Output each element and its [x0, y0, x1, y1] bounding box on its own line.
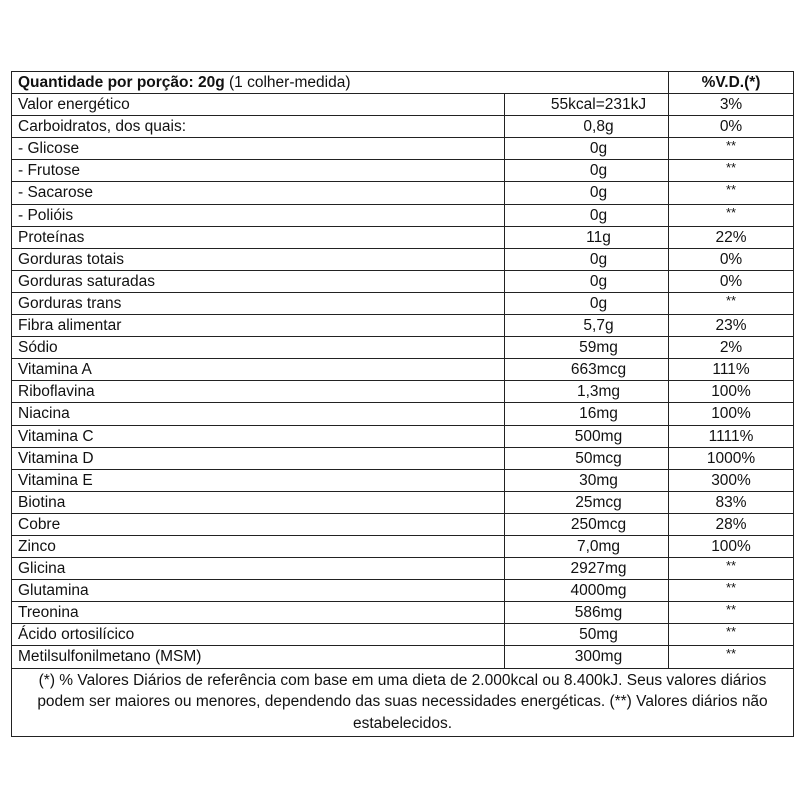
nutrient-daily-value: 83% [669, 491, 794, 513]
nutrient-name: Zinco [12, 535, 505, 557]
table-row [12, 94, 794, 116]
nutrient-amount: 30mg [505, 469, 669, 491]
nutrient-daily-value: ** [669, 646, 794, 668]
table-row [12, 513, 794, 535]
nutrient-daily-value: 0% [669, 248, 794, 270]
nutrient-amount: 5,7g [505, 315, 669, 337]
nutrient-amount: 1,3mg [505, 381, 669, 403]
nutrient-amount: 50mcg [505, 447, 669, 469]
nutrient-name: Gorduras saturadas [12, 270, 505, 292]
table-header-row [12, 72, 794, 94]
nutrient-amount: 7,0mg [505, 535, 669, 557]
nutrient-daily-value: 111% [669, 359, 794, 381]
nutrient-daily-value: ** [669, 580, 794, 602]
table-row [12, 292, 794, 314]
nutrient-daily-value: 300% [669, 469, 794, 491]
nutrition-facts-table-wrapper [11, 71, 793, 737]
nutrient-daily-value: 100% [669, 403, 794, 425]
nutrient-daily-value: 2% [669, 337, 794, 359]
table-row [12, 116, 794, 138]
nutrient-amount: 59mg [505, 337, 669, 359]
serving-size-label: Quantidade por porção: 20g [18, 74, 225, 91]
nutrient-daily-value: 3% [669, 94, 794, 116]
nutrient-amount: 0g [505, 182, 669, 204]
nutrient-daily-value: ** [669, 624, 794, 646]
table-row [12, 204, 794, 226]
table-row [12, 270, 794, 292]
nutrient-daily-value: 1000% [669, 447, 794, 469]
nutrient-amount: 25mcg [505, 491, 669, 513]
nutrition-facts-table [11, 71, 794, 737]
table-row [12, 491, 794, 513]
nutrient-name: Vitamina C [12, 425, 505, 447]
nutrient-name: Metilsulfonilmetano (MSM) [12, 646, 505, 668]
table-row [12, 425, 794, 447]
serving-size-cell [12, 72, 669, 94]
nutrient-daily-value: 0% [669, 270, 794, 292]
nutrient-name: Sódio [12, 337, 505, 359]
nutrient-amount: 663mcg [505, 359, 669, 381]
footnote: (*) % Valores Diários de referência com base em uma dieta de 2.000kcal ou 8.400kJ. Seus valores diários podem ser maiores ou menores, dependendo das suas necessidades energéticas. (**) Valores diários não estabelecidos. [12, 668, 794, 737]
nutrient-name: - Frutose [12, 160, 505, 182]
nutrient-amount: 0g [505, 160, 669, 182]
serving-size-note: (1 colher-medida) [229, 74, 351, 91]
nutrient-daily-value: ** [669, 602, 794, 624]
table-row [12, 138, 794, 160]
nutrient-amount: 55kcal=231kJ [505, 94, 669, 116]
nutrient-amount: 16mg [505, 403, 669, 425]
nutrient-daily-value: 100% [669, 535, 794, 557]
table-row [12, 624, 794, 646]
nutrient-name: Cobre [12, 513, 505, 535]
table-row [12, 403, 794, 425]
nutrient-amount: 500mg [505, 425, 669, 447]
nutrient-daily-value: ** [669, 292, 794, 314]
nutrient-amount: 11g [505, 226, 669, 248]
nutrient-name: Vitamina D [12, 447, 505, 469]
nutrient-name: Biotina [12, 491, 505, 513]
nutrient-amount: 0g [505, 270, 669, 292]
nutrient-name: Gorduras trans [12, 292, 505, 314]
table-row [12, 447, 794, 469]
nutrient-name: - Polióis [12, 204, 505, 226]
nutrient-name: Vitamina E [12, 469, 505, 491]
nutrient-daily-value: ** [669, 182, 794, 204]
nutrient-name: Glicina [12, 558, 505, 580]
nutrient-daily-value: 23% [669, 315, 794, 337]
nutrient-amount: 4000mg [505, 580, 669, 602]
nutrient-name: Carboidratos, dos quais: [12, 116, 505, 138]
nutrient-name: - Sacarose [12, 182, 505, 204]
nutrient-name: Riboflavina [12, 381, 505, 403]
nutrient-name: - Glicose [12, 138, 505, 160]
table-row [12, 469, 794, 491]
nutrient-daily-value: ** [669, 160, 794, 182]
table-row [12, 315, 794, 337]
nutrient-amount: 0g [505, 138, 669, 160]
nutrient-daily-value: 28% [669, 513, 794, 535]
nutrient-daily-value: ** [669, 204, 794, 226]
nutrient-amount: 0,8g [505, 116, 669, 138]
table-row [12, 646, 794, 668]
nutrient-daily-value: ** [669, 558, 794, 580]
nutrient-name: Proteínas [12, 226, 505, 248]
table-row [12, 182, 794, 204]
nutrient-amount: 0g [505, 248, 669, 270]
nutrient-amount: 0g [505, 292, 669, 314]
table-row [12, 359, 794, 381]
nutrient-amount: 2927mg [505, 558, 669, 580]
table-row [12, 337, 794, 359]
nutrient-daily-value: ** [669, 138, 794, 160]
footnote-row [12, 668, 794, 737]
table-row [12, 580, 794, 602]
daily-value-header: %V.D.(*) [669, 72, 794, 94]
nutrient-amount: 50mg [505, 624, 669, 646]
nutrient-name: Vitamina A [12, 359, 505, 381]
nutrient-daily-value: 100% [669, 381, 794, 403]
table-row [12, 160, 794, 182]
nutrient-daily-value: 0% [669, 116, 794, 138]
table-row [12, 558, 794, 580]
nutrient-name: Fibra alimentar [12, 315, 505, 337]
table-row [12, 381, 794, 403]
table-row [12, 602, 794, 624]
nutrient-name: Niacina [12, 403, 505, 425]
nutrient-name: Gorduras totais [12, 248, 505, 270]
nutrient-name: Valor energético [12, 94, 505, 116]
nutrient-amount: 300mg [505, 646, 669, 668]
nutrient-name: Glutamina [12, 580, 505, 602]
nutrient-amount: 250mcg [505, 513, 669, 535]
nutrient-daily-value: 22% [669, 226, 794, 248]
nutrition-table-body [12, 72, 794, 737]
nutrient-amount: 0g [505, 204, 669, 226]
table-row [12, 535, 794, 557]
table-row [12, 226, 794, 248]
nutrient-name: Ácido ortosilícico [12, 624, 505, 646]
nutrient-amount: 586mg [505, 602, 669, 624]
nutrient-daily-value: 1111% [669, 425, 794, 447]
nutrient-name: Treonina [12, 602, 505, 624]
table-row [12, 248, 794, 270]
